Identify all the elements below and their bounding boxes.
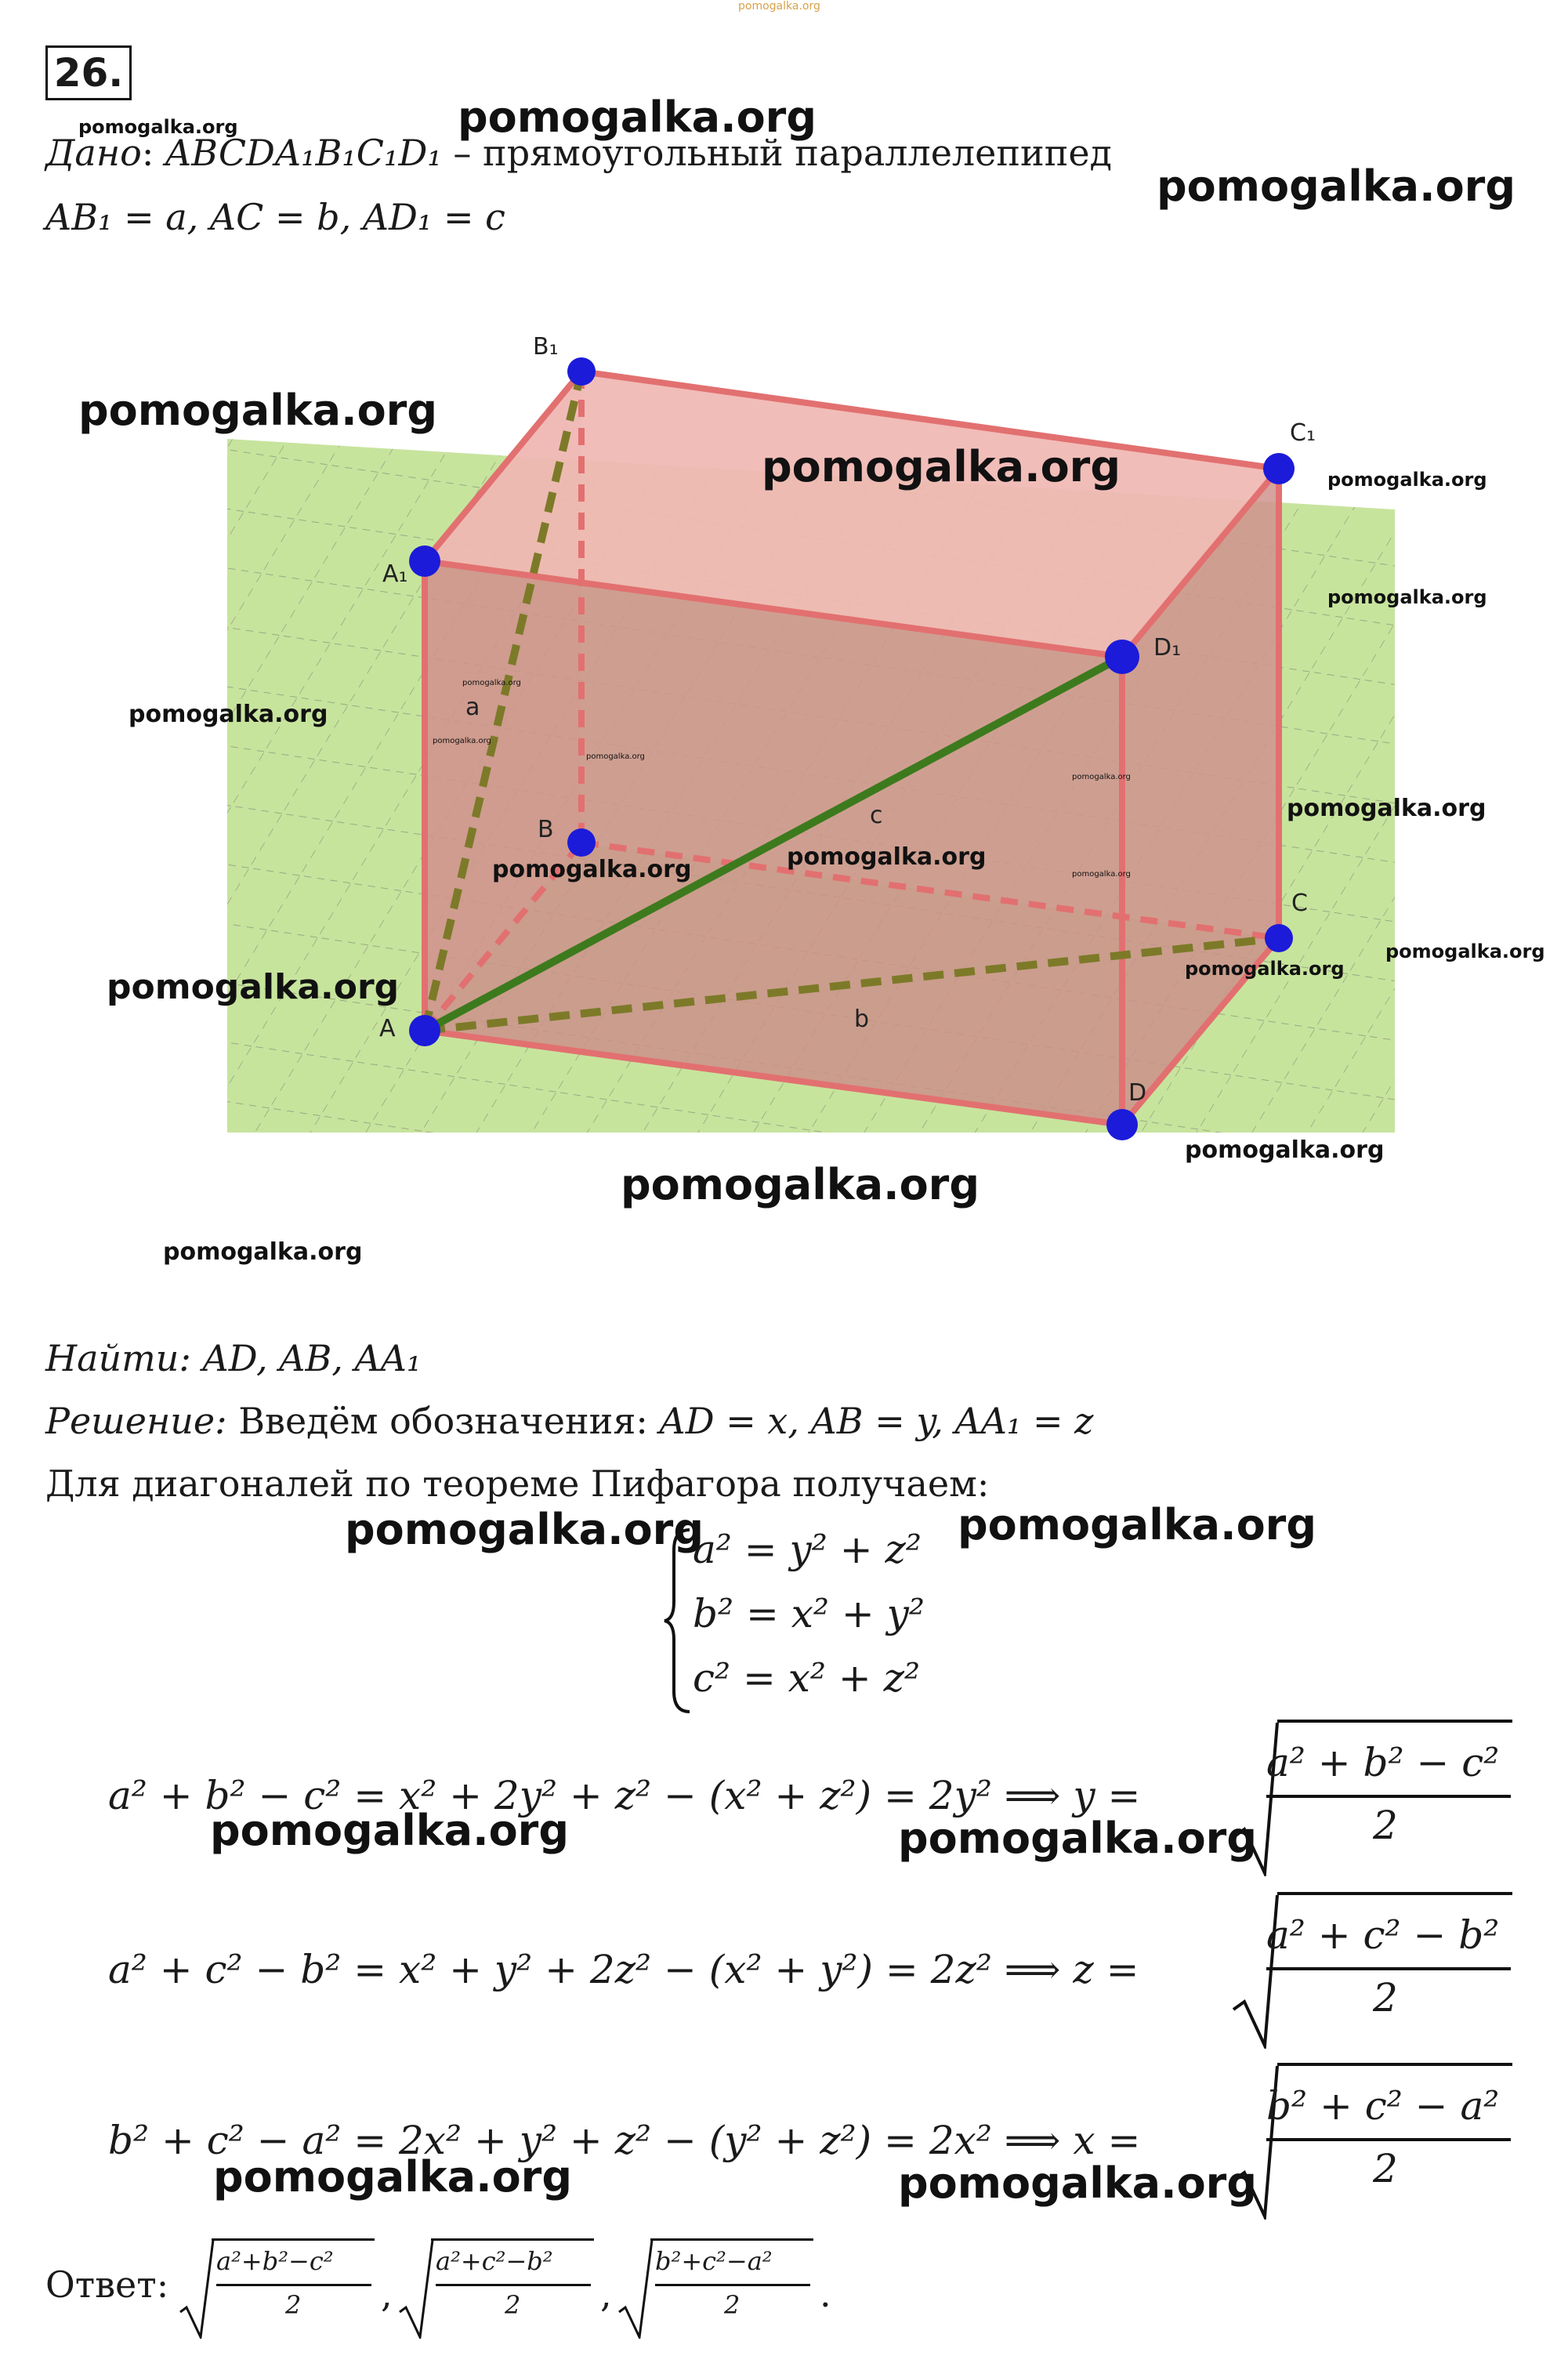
watermark: pomogalka.org	[787, 843, 987, 871]
watermark: pomogalka.org	[492, 856, 692, 883]
watermark: pomogalka.org	[762, 442, 1121, 491]
vertex-D	[1106, 1109, 1138, 1140]
solution-line	[45, 1400, 1093, 1442]
answer-1-numerator: a²+b²−c²	[216, 2246, 334, 2276]
label-C1: C₁	[1290, 419, 1316, 447]
solution-intro: Введём обозначения:	[238, 1400, 648, 1442]
derivation-3-numerator: b² + c² − a²	[1266, 2083, 1500, 2129]
given-label: Дано	[45, 132, 142, 174]
label-c: c	[870, 802, 883, 829]
sqrt-bar	[431, 2238, 594, 2241]
label-a: a	[465, 694, 480, 721]
pythagoras-line: Для диагоналей по теореме Пифагора получаем:	[45, 1462, 990, 1505]
equation-system	[693, 1527, 925, 1720]
watermark: pomogalka.org	[958, 1500, 1316, 1549]
given-conditions: AB₁ = a, AC = b, AD₁ = c	[45, 196, 505, 238]
derivation-3: b² + c² − a² = 2x² + y² + z² − (y² + z²) = 2x² ⟹ x =	[108, 2118, 1141, 2163]
vertex-A1	[409, 545, 440, 577]
vertex-C	[1265, 924, 1293, 952]
watermark: pomogalka.org	[345, 1505, 704, 1554]
watermark: pomogalka.org	[78, 116, 238, 138]
watermark: pomogalka.org	[621, 1160, 980, 1209]
answer-2-denominator: 2	[505, 2290, 521, 2320]
fraction-bar	[1266, 1967, 1511, 1970]
derivation-2-denominator: 2	[1373, 1975, 1398, 2021]
label-B1: B₁	[533, 333, 559, 361]
watermark: pomogalka.org	[1327, 469, 1487, 491]
label-D1: D₁	[1153, 634, 1182, 661]
derivation-1-denominator: 2	[1373, 1803, 1398, 1848]
watermark: pomogalka.org	[462, 679, 521, 687]
watermark: pomogalka.org	[433, 737, 491, 745]
fraction-bar	[1266, 1795, 1511, 1798]
watermark: pomogalka.org	[898, 1814, 1257, 1863]
watermark: pomogalka.org	[586, 752, 645, 761]
vertex-B	[567, 828, 596, 857]
watermark: pomogalka.org	[1072, 870, 1131, 879]
label-b: b	[854, 1006, 870, 1033]
vertex-C1	[1263, 453, 1295, 484]
label-C: C	[1291, 890, 1308, 917]
sqrt-bar	[212, 2238, 375, 2241]
watermark: pomogalka.org	[898, 2158, 1257, 2208]
vertex-A	[409, 1015, 440, 1046]
watermark: pomogalka.org	[1327, 586, 1487, 608]
derivation-1: a² + b² − c² = x² + 2y² + z² − (x² + z²) = 2y² ⟹ y =	[108, 1773, 1141, 1818]
sqrt-bar	[1277, 2063, 1512, 2066]
sqrt-bar	[1277, 1892, 1512, 1895]
label-A1: A₁	[382, 560, 408, 588]
sqrt-sign	[398, 2237, 434, 2339]
label-A: A	[379, 1015, 396, 1042]
fraction-bar	[436, 2284, 591, 2286]
watermark: pomogalka.org	[163, 1238, 363, 1266]
fraction-bar	[655, 2284, 810, 2286]
watermark: pomogalka.org	[210, 1806, 569, 1855]
find-line	[45, 1337, 421, 1379]
label-B: B	[538, 816, 554, 843]
separator: .	[820, 2273, 831, 2315]
label-D: D	[1128, 1079, 1147, 1107]
watermark: pomogalka.org	[78, 386, 437, 435]
answer-3-denominator: 2	[724, 2290, 741, 2320]
answer-2-numerator: a²+c²−b²	[436, 2246, 553, 2276]
derivation-2-numerator: a² + c² − b²	[1266, 1912, 1500, 1958]
derivation-2: a² + c² − b² = x² + y² + 2z² − (x² + y²) = 2z² ⟹ z =	[108, 1947, 1139, 1992]
watermark: pomogalka.org	[458, 92, 817, 142]
sqrt-bar	[650, 2238, 813, 2241]
system-eq-1: a² = y² + z²	[693, 1527, 922, 1572]
sqrt-sign	[617, 2237, 654, 2339]
watermark: pomogalka.org	[213, 2152, 572, 2202]
watermark: pomogalka.org	[1385, 940, 1545, 962]
vertex-B1	[567, 357, 596, 386]
watermark: pomogalka.org	[1185, 958, 1345, 980]
fraction-bar	[1266, 2138, 1511, 2141]
given-text: – прямоугольный параллелепипед	[453, 132, 1112, 174]
answer-3-numerator: b²+c²−a²	[655, 2246, 773, 2276]
derivation-3-denominator: 2	[1373, 2146, 1398, 2191]
system-eq-2: b² = x² + y²	[693, 1591, 925, 1636]
watermark: pomogalka.org	[1072, 773, 1131, 781]
fraction-bar	[216, 2284, 371, 2286]
solution-label: Решение:	[45, 1400, 227, 1442]
find-label: Найти:	[45, 1337, 191, 1379]
watermark: pomogalka.org	[129, 701, 328, 728]
watermark: pomogalka.org	[738, 0, 820, 13]
problem-number: 26.	[45, 45, 132, 100]
find-items: AD, AB, AA₁	[202, 1337, 422, 1379]
watermark: pomogalka.org	[1185, 1136, 1385, 1164]
sqrt-sign	[179, 2237, 215, 2339]
sqrt-bar	[1277, 1720, 1512, 1723]
system-brace	[663, 1527, 694, 1715]
vertex-D1	[1105, 640, 1139, 674]
given-line: Дано: ABCDA₁B₁C₁D₁ – прямоугольный параллелепипед	[45, 132, 1112, 174]
watermark: pomogalka.org	[107, 967, 400, 1007]
watermark: pomogalka.org	[1157, 161, 1515, 211]
answer-label: Ответ:	[45, 2263, 169, 2306]
answer-1-denominator: 2	[285, 2290, 302, 2320]
separator: ,	[381, 2273, 393, 2315]
separator: ,	[600, 2273, 612, 2315]
watermark: pomogalka.org	[1287, 795, 1487, 822]
derivation-1-numerator: a² + b² − c²	[1266, 1740, 1500, 1785]
system-eq-3: c² = x² + z²	[693, 1655, 921, 1701]
solution-notation: AD = x, AB = y, AA₁ = z	[659, 1400, 1094, 1442]
given-figure: ABCDA₁B₁C₁D₁	[165, 132, 442, 174]
